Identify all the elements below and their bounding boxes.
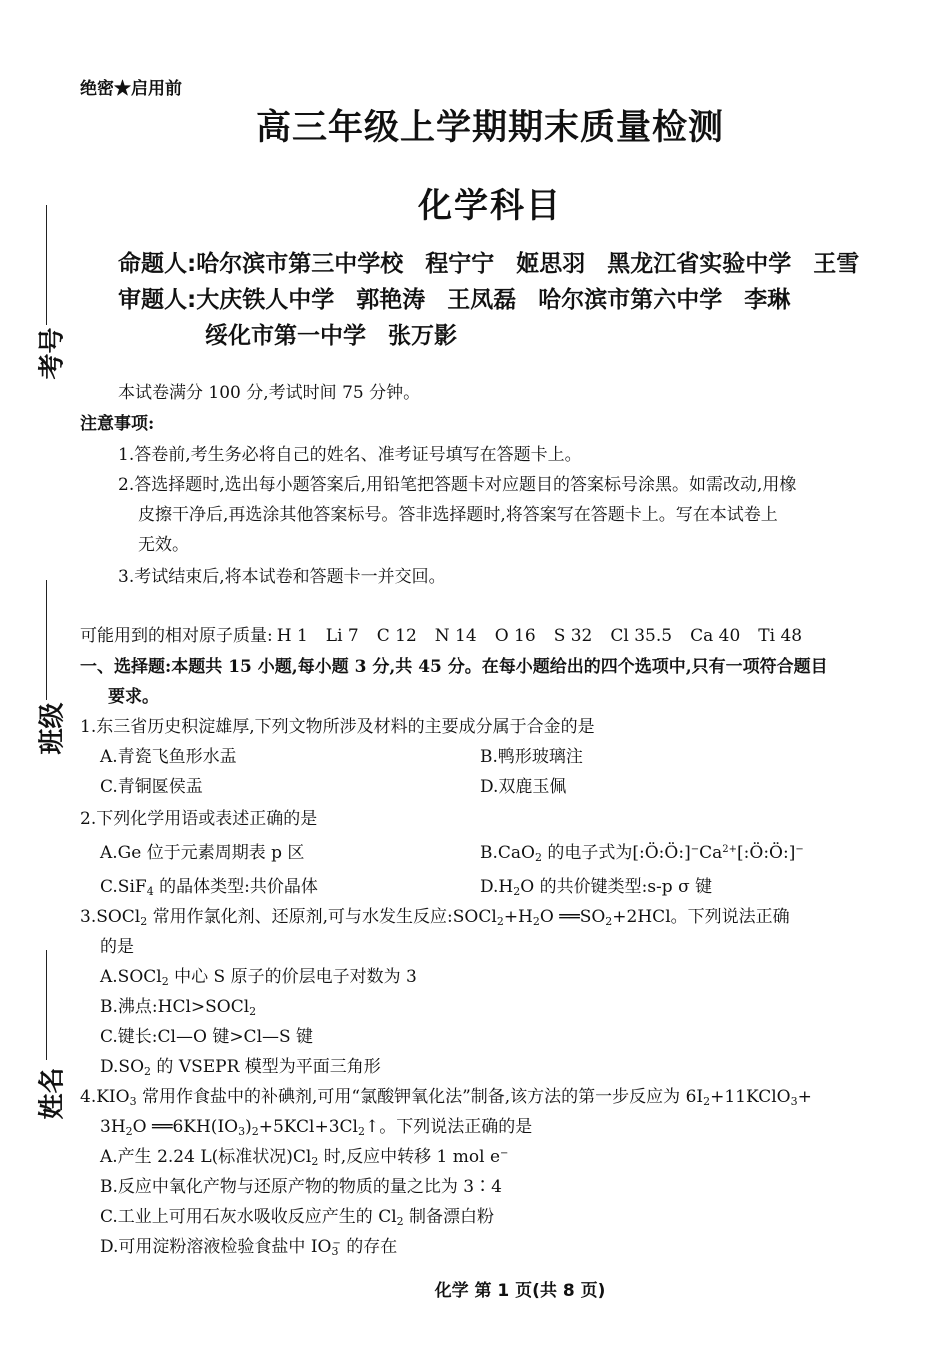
subscript: 2: [125, 1125, 133, 1138]
superscript: −: [332, 1238, 341, 1249]
text-run: +5KCl+3Cl: [258, 1117, 358, 1137]
authors-line-1: [118, 245, 859, 278]
text-run: 的存在: [340, 1237, 398, 1257]
notice-item: 2.答选择题时,选出每小题答案后,用铅笔把答题卡对应题目的答案标号涂黑。如需改动,用橡: [118, 475, 797, 495]
question-stem: 1.东三省历史积淀雄厚,下列文物所涉及材料的主要成分属于合金的是: [80, 717, 595, 737]
subscript: 2: [311, 1155, 319, 1168]
section-heading: 一、选择题:本题共 15 小题,每小题 3 分,共 45 分。在每小题给出的四个选项中,只有一项符合题目: [80, 657, 828, 677]
option-c: C.键长:Cl—O 键>Cl—S 键: [100, 1027, 314, 1047]
author-item: 姬思羽: [516, 251, 586, 277]
text-run: D.SO: [100, 1057, 145, 1077]
notice-item-cont: 皮擦干净后,再选涂其他答案标号。答非选择题时,将答案写在答题卡上。写在本试卷上: [138, 505, 778, 525]
atomic-mass-item: Ca 40: [690, 626, 741, 646]
question-stem-cont: [100, 1112, 532, 1138]
text-run: C.SiF: [100, 877, 147, 897]
name-underline: [46, 950, 47, 1060]
subscript: 2: [496, 915, 504, 928]
text-run: 的晶体类型:共价晶体: [153, 877, 318, 897]
text-run: ↑。下列说法正确的是: [365, 1117, 533, 1137]
subscript: 2: [513, 885, 521, 898]
notice-item: 3.考试结束后,将本试卷和答题卡一并交回。: [118, 567, 446, 587]
authors-line-2: [118, 281, 790, 314]
author-item: 王雪: [813, 251, 860, 277]
notice-item: 1.答卷前,考生务必将自己的姓名、准考证号填写在答题卡上。: [118, 445, 582, 465]
option-c: [100, 1202, 494, 1228]
authors-line-3: [205, 317, 457, 350]
text-run: O ══6KH(IO: [132, 1117, 239, 1137]
atomic-mass-item: Li 7: [325, 626, 359, 646]
class-label: 班级: [37, 702, 68, 755]
text-run: 4.KIO: [80, 1087, 130, 1107]
section-heading-cont: 要求。: [108, 687, 159, 707]
text-run: 中心 S 原子的价层电子对数为 3: [168, 967, 417, 987]
superscript: 2+: [722, 844, 738, 855]
question-stem-cont: 的是: [100, 937, 134, 957]
text-run: 常用作氯化剂、还原剂,可与水发生反应:SOCl: [147, 907, 497, 927]
option-c: [100, 872, 318, 898]
question-stem: 2.下列化学用语或表述正确的是: [80, 809, 318, 829]
text-run: ): [245, 1117, 252, 1137]
author-item: 张万影: [388, 323, 457, 349]
author-item: 李琳: [744, 287, 791, 313]
text-run: 3.SOCl: [80, 907, 141, 927]
text-run: A.SOCl: [100, 967, 162, 987]
subscript: 2: [358, 1125, 365, 1138]
atomic-mass-item: S 32: [553, 626, 593, 646]
subscript: 3: [129, 1095, 137, 1108]
subscript: 3: [238, 1125, 246, 1138]
question-stem: [80, 1082, 812, 1108]
superscript: −: [690, 844, 700, 855]
atomic-mass-item: N 14: [434, 626, 477, 646]
text-run: +11KClO: [710, 1087, 791, 1107]
text-run: D.可用淀粉溶液检验食盐中 IO: [100, 1237, 332, 1257]
page-footer: 化学 第 1 页(共 8 页): [434, 1281, 606, 1301]
author-item: 审题人:大庆铁人中学: [118, 287, 335, 313]
confidential-mark: 绝密★启用前: [80, 79, 182, 99]
option-d: [100, 1052, 381, 1078]
option-d: [480, 872, 712, 898]
text-run: 制备漂白粉: [403, 1207, 495, 1227]
exam-subject: 化学科目: [418, 186, 562, 226]
subscript: 2: [396, 1215, 404, 1228]
subscript: 2: [140, 915, 148, 928]
option-c: C.青铜匽侯盂: [100, 777, 203, 797]
option-a: A.青瓷飞鱼形水盂: [100, 747, 237, 767]
option-b: B.鸭形玻璃注: [480, 747, 583, 767]
option-a: [100, 1142, 508, 1168]
text-run: 3H: [100, 1117, 126, 1137]
author-item: 程宁宁: [425, 251, 495, 277]
notice-heading: 注意事项:: [80, 414, 155, 434]
text-run: A.产生 2.24 L(标准状况)Cl: [100, 1147, 312, 1167]
text-run: +2HCl。下列说法正确: [612, 907, 790, 927]
subscript: 2: [534, 851, 542, 864]
text-run: O ══SO: [539, 907, 606, 927]
text-run: [:Ö:Ö:]: [737, 843, 796, 863]
exam-intro: 本试卷满分 100 分,考试时间 75 分钟。: [118, 383, 421, 403]
author-item: 郭艳涛: [356, 287, 426, 313]
atomic-mass-item: H 1: [276, 626, 308, 646]
author-item: 王凤磊: [447, 287, 517, 313]
atomic-mass-label: 可能用到的相对原子质量:: [80, 626, 273, 646]
subscript: 2: [249, 1005, 257, 1018]
exam-title: 高三年级上学期期末质量检测: [255, 108, 724, 148]
text-run: 时,反应中转移 1 mol e: [318, 1147, 501, 1167]
atomic-mass-item: Ti 48: [758, 626, 803, 646]
subscript: 2: [703, 1095, 711, 1108]
question-stem: [80, 902, 790, 928]
subscript: 3: [331, 1245, 339, 1258]
atomic-mass-item: C 12: [376, 626, 417, 646]
text-run: +: [797, 1087, 812, 1107]
option-a: [100, 962, 417, 988]
option-d: [100, 1232, 397, 1258]
text-run: +H: [503, 907, 533, 927]
author-item: 绥化市第一中学: [205, 323, 366, 349]
exam-no-label: 考号: [37, 327, 68, 380]
text-run: Ca: [699, 843, 723, 863]
superscript: −: [500, 1148, 509, 1159]
subscript: 2: [605, 915, 613, 928]
subscript: 2: [161, 975, 169, 988]
subscript: 2: [144, 1065, 152, 1078]
text-run: C.工业上可用石灰水吸收反应产生的 Cl: [100, 1207, 397, 1227]
author-item: 命题人:哈尔滨市第三中学校: [118, 251, 404, 277]
text-run: O 的共价键类型:s-p σ 键: [520, 877, 713, 897]
author-item: 黑龙江省实验中学: [607, 251, 792, 277]
option-a: A.Ge 位于元素周期表 p 区: [100, 843, 305, 863]
text-run: 的 VSEPR 模型为平面三角形: [151, 1057, 381, 1077]
superscript: −: [795, 844, 804, 855]
option-d: D.双鹿玉佩: [480, 777, 567, 797]
author-item: 哈尔滨市第六中学: [538, 287, 723, 313]
text-run: D.H: [480, 877, 514, 897]
notice-item-cont: 无效。: [138, 535, 189, 555]
subscript: 4: [146, 885, 154, 898]
atomic-mass-line: [80, 621, 802, 646]
text-run: B.CaO: [480, 843, 535, 863]
subscript: 2: [251, 1125, 259, 1138]
subscript: 2: [532, 915, 540, 928]
option-b: [480, 838, 804, 864]
subscript: 3: [790, 1095, 798, 1108]
class-underline: [46, 580, 47, 700]
text-run: 常用作食盐中的补碘剂,可用“氯酸钾氧化法”制备,该方法的第一步反应为 6I: [136, 1087, 704, 1107]
name-label: 姓名: [37, 1067, 68, 1120]
exam-no-underline: [46, 205, 47, 325]
option-b: B.反应中氧化产物与还原产物的物质的量之比为 3∶4: [100, 1177, 502, 1197]
option-b: [100, 992, 256, 1018]
text-run: 的电子式为[:Ö:Ö:]: [541, 843, 691, 863]
atomic-mass-item: Cl 35.5: [610, 626, 673, 646]
atomic-mass-item: O 16: [494, 626, 536, 646]
text-run: B.沸点:HCl>SOCl: [100, 997, 250, 1017]
